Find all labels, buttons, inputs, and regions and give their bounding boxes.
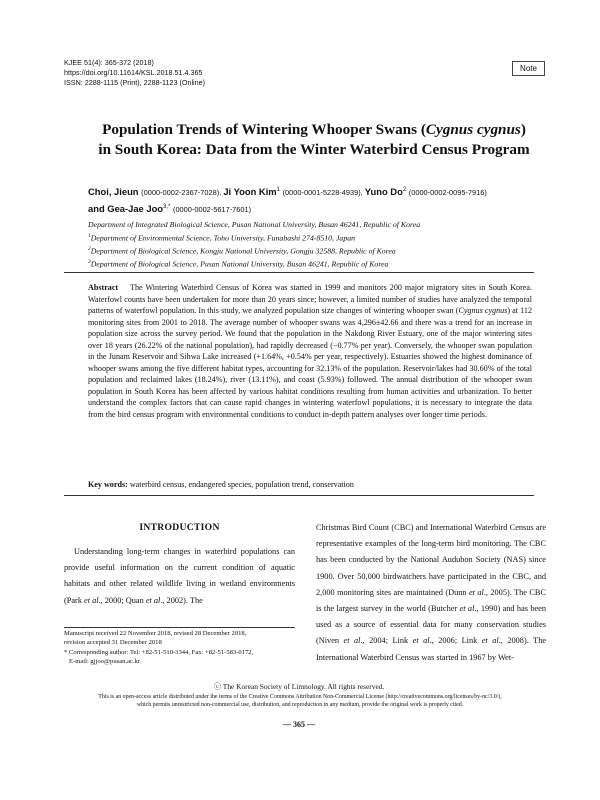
- affiliation: $^1$Department of Environmental Science, Toho University, Funabashi 274-8510, Japan: [88, 232, 356, 243]
- abstract-label: Abstract: [88, 283, 119, 292]
- section-heading: INTRODUCTION: [139, 522, 220, 533]
- title-line-1: Population Trends of Wintering Whooper Swans (Cygnus cygnus): [102, 121, 526, 138]
- corresponding-author: * Corresponding author: Tel: +82-51-510-3344, Fax: +82-51-583-0172,: [64, 648, 254, 656]
- author-name: and Gea-Jae Joo: [88, 203, 164, 215]
- footnote-rule: [64, 627, 295, 628]
- author-orcid[interactable]: (0000-0002-2367-7028),: [141, 188, 224, 198]
- author-orcid[interactable]: (0000-0002-0095-7916): [408, 188, 487, 198]
- author-list: Choi, Jieun (0000-0002-2367-7028), Ji Yoon Kim$^1$ (0000-0001-5228-4939), Yuno Do$^2$ (0000-0002-0095-7916) and Gea-Jae Joo$^{3,*}$ (0000-0002-5617-7601): [88, 186, 487, 215]
- doi-link[interactable]: https://doi.org/10.11614/KSL.2018.51.4.365: [64, 68, 203, 78]
- affiliation: $^2$Department of Biological Science, Kongju National University, Gongju 32588, Republic of Korea: [88, 245, 396, 256]
- license-notice: This is an open-access article distributed under the terms of the Creative Commons Attribution Non-Commercial License (http://creativecommons.org/licenses/by-nc/3.0/), which permits unrestricted non-commercial use, distribution, and reproduction in any medium, provide the original work is properly cited.: [98, 694, 502, 708]
- left-column: [64, 520, 295, 609]
- keywords: Key words: waterbird census, endangered species, population trend, conservation: [88, 480, 354, 489]
- journal-header: [64, 58, 534, 89]
- author-name: Ji Yoon Kim: [223, 186, 277, 198]
- author-name: Choi, Jieun: [88, 186, 139, 198]
- article-title: [64, 120, 564, 160]
- page-number: — 365 —: [283, 720, 315, 729]
- author-orcid[interactable]: (0000-0001-5228-4939),: [282, 188, 365, 198]
- title-line-2: in South Korea: Data from the Winter Waterbird Census Program: [98, 141, 530, 158]
- issn: ISSN: 2288-1115 (Print), 2288-1123 (Online): [64, 78, 206, 88]
- paragraph: Understanding long-term changes in waterbird populations can provide useful information on the current condition of aquatic habitats and other related wildlife living in wetland environments (Park et al., 2000; Quan et al., 2002). The: [64, 547, 295, 605]
- author-orcid[interactable]: (0000-0002-5617-7601): [172, 205, 252, 215]
- right-column: [316, 520, 546, 666]
- paragraph: Christmas Bird Count (CBC) and International Waterbird Census are representative examples of the long-term bird monitoring. The CBC has been conducted by the National Audubon Society (NAS) since 1900. Over 50,000 birdwatchers have participated in the CBC, and 2,000 monitoring sites are maintained (Dunn et al., 2005). The CBC is the largest survey in the world (Butcher et al., 1990) and has been used as a source of essential data for many conservation studies (Niven et al., 2004; Link et al., 2006; Link et al., 2008). The International Waterbird Census was started in 1967 by Wet-: [316, 523, 547, 662]
- affiliation: $^3$Department of Biological Science, Pusan National University, Busan 46241, Republic of Korea: [88, 258, 389, 269]
- abstract-top-rule: [64, 272, 534, 273]
- species-name: Cygnus cygnus: [425, 121, 521, 138]
- copyright-notice: ⓒ The Korean Society of Limnology. All rights reserved.: [213, 682, 385, 691]
- accepted-date: revision accepted 31 December 2018: [64, 639, 162, 647]
- article-type-badge: Note: [512, 61, 545, 76]
- received-date: Manuscript received 22 November 2018, revised 28 December 2018,: [64, 630, 247, 637]
- affiliation-list: [88, 219, 558, 270]
- abstract-bottom-rule: [64, 495, 534, 496]
- footnotes: [64, 629, 304, 667]
- keywords-label: Key words:: [88, 480, 128, 489]
- author-name: Yuno Do: [364, 186, 403, 198]
- journal-citation: KJEE 51(4): 365-372 (2018): [64, 58, 154, 67]
- email-link[interactable]: E-mail: gjjoo@pusan.ac.kr: [69, 658, 141, 666]
- abstract: Abstract The Wintering Waterbird Census of Korea was started in 1999 and monitors 200 major migratory sites in South Korea. Waterfowl counts have been undertaken for more than 20 years since; however, a limited number of studies have analyzed the temporal patterns of waterfowl population. In this study, we analyzed population size changes of wintering whooper swan (Cygnus cygnus) at 112 monitoring sites from 2001 to 2018. The average number of whooper swans was 4,296±42.66 and there was a trend for an increase in population size across the survey period. We found that the population in the Nakdong River Estuary, one of the major wintering sites over 18 years (26.22% of the national population), had rapidly decreased (−0.77% per year). Conversely, the whooper swan population in the Junam Reservoir and Sihwa Lake increased (+1.64%, +0.54% per year, respectively). Estuaries showed the highest dominance of whooper swans among the five different habitat types, accounting for 32.13% of the population. Reservoir/lakes had 30.60% of the total population and reclaimed lakes (18.24%), river (13.11%), and coast (5.93%) followed. The annual distribution of the whooper swan population in South Korea has been affected by various habitat conditions resulting from human activities and urbanization. To better understand the complex factors that can cause rapid changes in wintering waterfowl populations, it is necessary to integrate the data from the bird census program with environmental conditions to conduct in-depth pattern analyses over longer time periods.: [88, 283, 533, 420]
- affiliation: Department of Integrated Biological Science, Pusan National University, Busan 46241, Republic of Korea: [88, 220, 421, 229]
